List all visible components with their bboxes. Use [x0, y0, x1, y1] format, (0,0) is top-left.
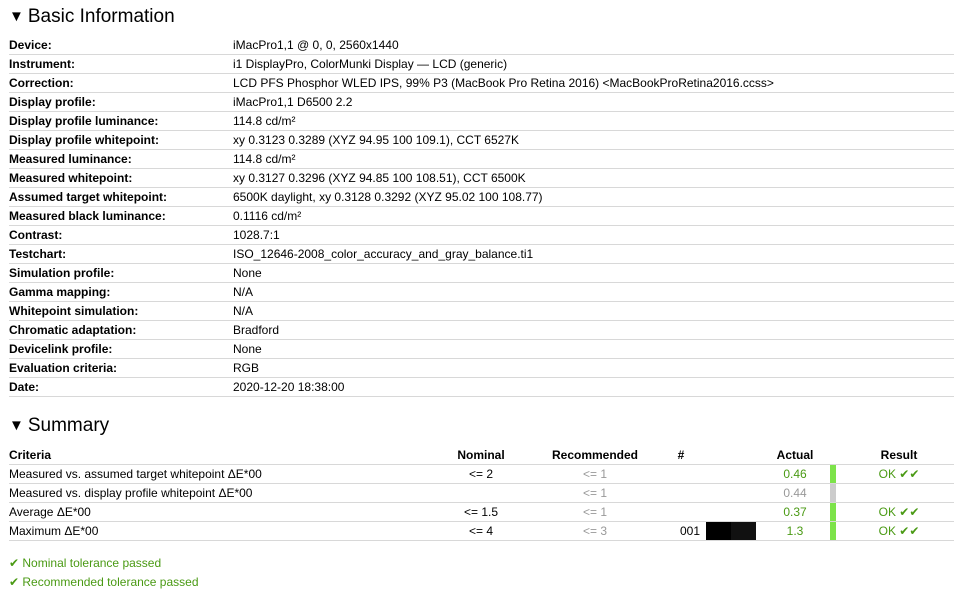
info-label: Measured whitepoint: [9, 169, 233, 188]
info-label: Measured luminance: [9, 150, 233, 169]
basic-information-header[interactable] [9, 6, 175, 28]
info-row [9, 359, 954, 378]
result-cell: OK ✔✔ [844, 503, 954, 522]
info-row [9, 207, 954, 226]
bar-cell [830, 465, 844, 484]
info-label: Gamma mapping: [9, 283, 233, 302]
summary-row [9, 465, 954, 484]
swatch-cell [706, 484, 760, 503]
nominal-passed-message: ✔ Nominal tolerance passed [9, 556, 162, 570]
info-row [9, 226, 954, 245]
info-row [9, 55, 954, 74]
nominal-cell: <= 1.5 [434, 503, 528, 522]
summary-row [9, 503, 954, 522]
collapse-triangle-icon: ▼ [9, 417, 24, 434]
info-value: LCD PFS Phosphor WLED IPS, 99% P3 (MacBook Pro Retina 2016) <MacBookProRetina2016.ccss> [233, 74, 954, 93]
info-value: 6500K daylight, xy 0.3128 0.3292 (XYZ 95.02 100 108.77) [233, 188, 954, 207]
swatch-cell [706, 503, 760, 522]
swatch-cell [706, 465, 760, 484]
col-bar [830, 446, 844, 465]
recommended-cell: <= 1 [528, 503, 662, 522]
info-row [9, 340, 954, 359]
actual-cell: 0.46 [760, 465, 830, 484]
number-cell: 001 [662, 522, 706, 541]
info-label: Display profile: [9, 93, 233, 112]
info-value: RGB [233, 359, 954, 378]
info-row [9, 283, 954, 302]
info-value: 1028.7:1 [233, 226, 954, 245]
info-label: Correction: [9, 74, 233, 93]
info-value: N/A [233, 283, 954, 302]
info-label: Device: [9, 36, 233, 55]
info-value: None [233, 264, 954, 283]
recommended-cell: <= 3 [528, 522, 662, 541]
info-row [9, 188, 954, 207]
summary-header[interactable] [9, 415, 109, 437]
basic-information-title: Basic Information [27, 6, 175, 27]
info-row [9, 302, 954, 321]
info-label: Measured black luminance: [9, 207, 233, 226]
number-cell [662, 503, 706, 522]
criteria-cell: Maximum ΔE*00 [9, 522, 434, 541]
result-cell: OK ✔✔ [844, 522, 954, 541]
summary-title: Summary [27, 415, 110, 436]
info-value: 2020-12-20 18:38:00 [233, 378, 954, 397]
info-value: None [233, 340, 954, 359]
info-label: Testchart: [9, 245, 233, 264]
info-value: xy 0.3127 0.3296 (XYZ 94.85 100 108.51), CCT 6500K [233, 169, 954, 188]
pass-bar [830, 522, 836, 540]
col-swatch [706, 446, 760, 465]
bar-cell [830, 484, 844, 503]
info-label: Display profile whitepoint: [9, 131, 233, 150]
info-row [9, 74, 954, 93]
recommended-passed-message: ✔ Recommended tolerance passed [9, 575, 199, 589]
info-label: Whitepoint simulation: [9, 302, 233, 321]
criteria-cell: Average ΔE*00 [9, 503, 434, 522]
info-label: Evaluation criteria: [9, 359, 233, 378]
info-label: Contrast: [9, 226, 233, 245]
info-row [9, 169, 954, 188]
info-row [9, 112, 954, 131]
info-row [9, 321, 954, 340]
info-value: N/A [233, 302, 954, 321]
bar-cell [830, 503, 844, 522]
info-label: Chromatic adaptation: [9, 321, 233, 340]
basic-information-table [9, 36, 954, 397]
info-row [9, 264, 954, 283]
info-label: Display profile luminance: [9, 112, 233, 131]
swatch-cell [706, 522, 760, 541]
pass-bar [830, 503, 836, 521]
nominal-cell: <= 2 [434, 465, 528, 484]
actual-cell: 0.37 [760, 503, 830, 522]
summary-table [9, 446, 954, 541]
actual-cell: 0.44 [760, 484, 830, 503]
info-value: i1 DisplayPro, ColorMunki Display — LCD (generic) [233, 55, 954, 74]
col-actual: Actual [760, 446, 830, 465]
color-swatch [706, 522, 756, 540]
info-row [9, 245, 954, 264]
info-row [9, 378, 954, 397]
info-label: Simulation profile: [9, 264, 233, 283]
neutral-bar [830, 484, 836, 502]
col-criteria: Criteria [9, 446, 434, 465]
info-row [9, 36, 954, 55]
info-value: ISO_12646-2008_color_accuracy_and_gray_balance.ti1 [233, 245, 954, 264]
recommended-cell: <= 1 [528, 465, 662, 484]
nominal-cell: <= 4 [434, 522, 528, 541]
col-number: # [662, 446, 706, 465]
info-label: Assumed target whitepoint: [9, 188, 233, 207]
summary-header-row [9, 446, 954, 465]
summary-row [9, 484, 954, 503]
info-label: Devicelink profile: [9, 340, 233, 359]
swatch-measured [706, 522, 731, 540]
criteria-cell: Measured vs. assumed target whitepoint ΔE*00 [9, 465, 434, 484]
recommended-cell: <= 1 [528, 484, 662, 503]
bar-cell [830, 522, 844, 541]
result-cell: OK ✔✔ [844, 465, 954, 484]
criteria-cell: Measured vs. display profile whitepoint ΔE*00 [9, 484, 434, 503]
info-value: iMacPro1,1 @ 0, 0, 2560x1440 [233, 36, 954, 55]
number-cell [662, 465, 706, 484]
info-value: 114.8 cd/m² [233, 150, 954, 169]
info-label: Instrument: [9, 55, 233, 74]
info-value: 114.8 cd/m² [233, 112, 954, 131]
info-row [9, 150, 954, 169]
result-cell [844, 484, 954, 503]
info-row [9, 93, 954, 112]
info-value: iMacPro1,1 D6500 2.2 [233, 93, 954, 112]
info-value: xy 0.3123 0.3289 (XYZ 94.95 100 109.1), CCT 6527K [233, 131, 954, 150]
number-cell [662, 484, 706, 503]
col-recommended: Recommended [528, 446, 662, 465]
col-result: Result [844, 446, 954, 465]
info-value: Bradford [233, 321, 954, 340]
collapse-triangle-icon: ▼ [9, 8, 24, 25]
pass-bar [830, 465, 836, 483]
col-nominal: Nominal [434, 446, 528, 465]
info-row [9, 131, 954, 150]
swatch-reference [731, 522, 756, 540]
summary-row [9, 522, 954, 541]
actual-cell: 1.3 [760, 522, 830, 541]
nominal-cell [434, 484, 528, 503]
info-label: Date: [9, 378, 233, 397]
info-value: 0.1116 cd/m² [233, 207, 954, 226]
